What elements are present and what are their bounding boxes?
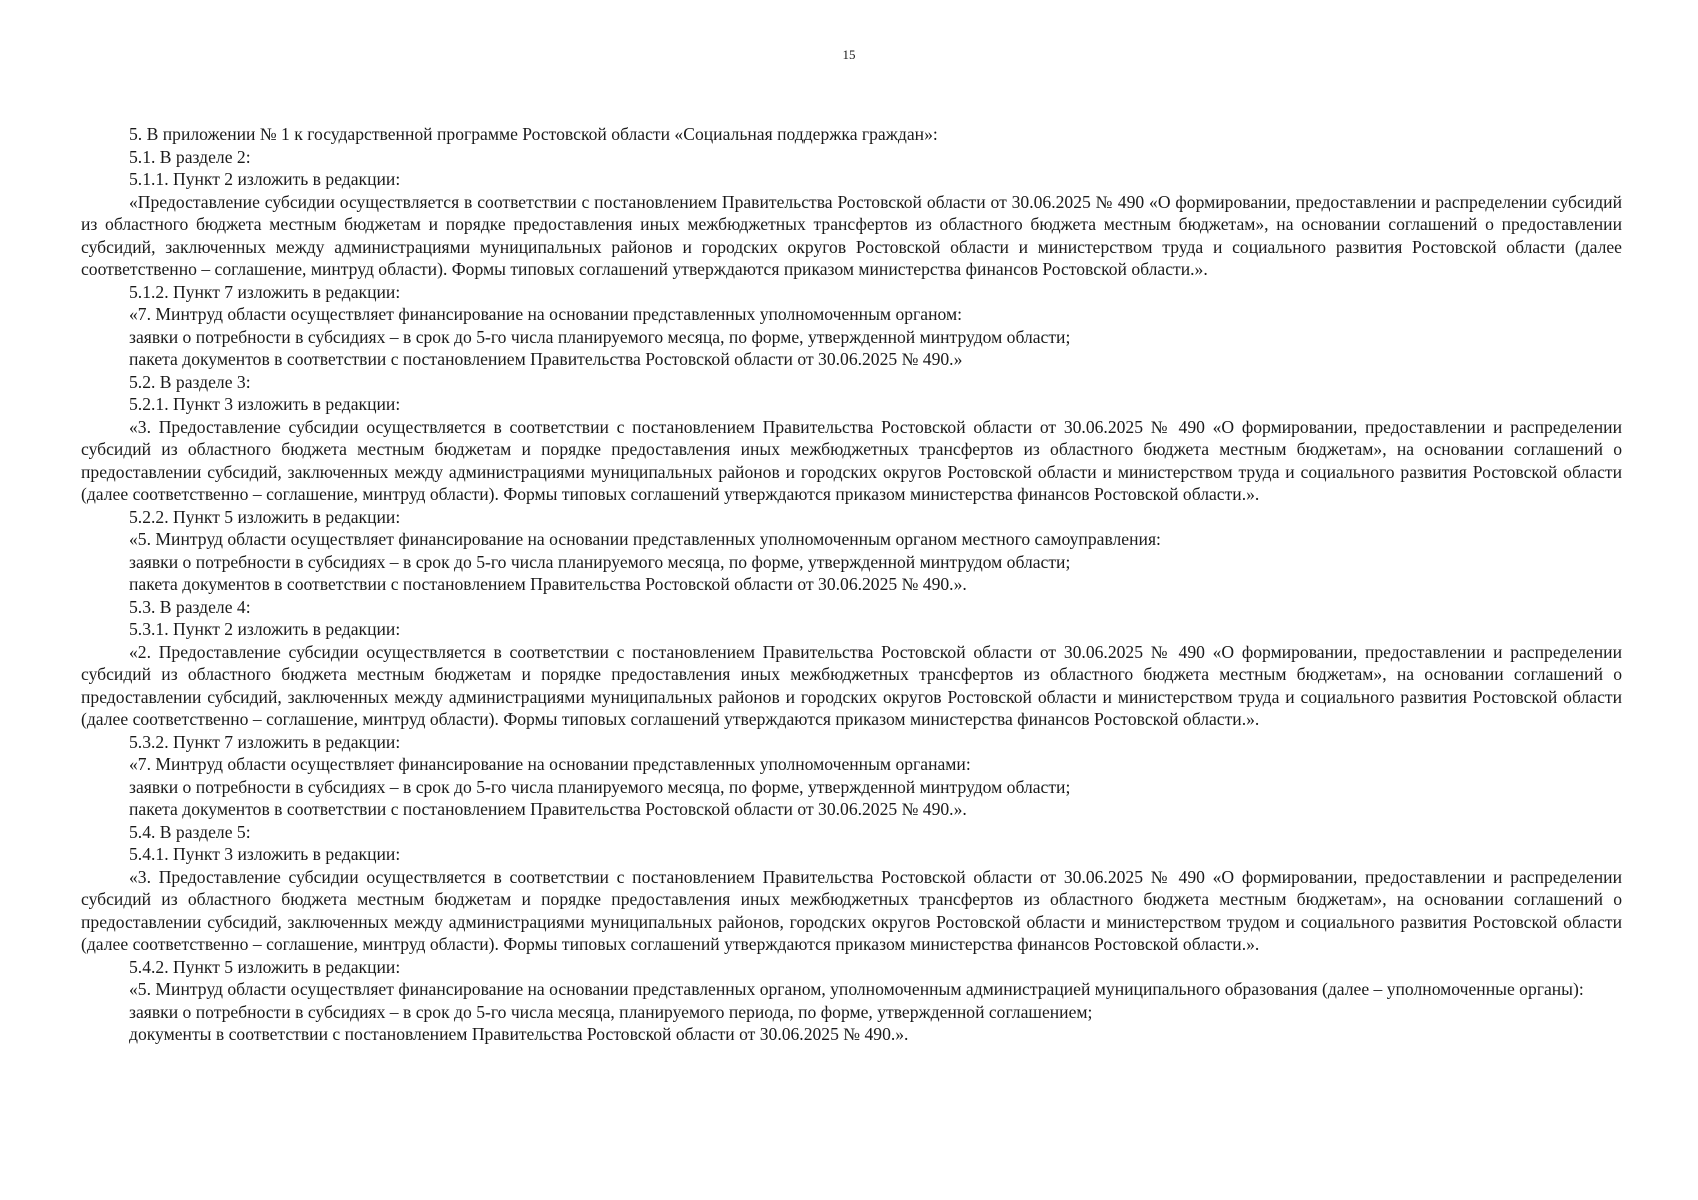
paragraph-5-3-2-documents: пакета документов в соответствии с постановлением Правительства Ростовской области от 30.06.2025 № 490.». xyxy=(129,799,967,819)
paragraph-5-1-2-requests: заявки о потребности в субсидиях – в срок до 5-го числа планируемого месяца, по форме, утвержденной минтрудом области; xyxy=(129,326,1071,347)
page-number: 15 xyxy=(842,47,856,62)
paragraph-amendment-intro: 5. В приложении № 1 к государственной программе Ростовской области «Социальная поддержка граждан»: xyxy=(129,124,938,144)
heading-section-5-3: 5.3. В разделе 4: xyxy=(129,596,251,617)
heading-section-5-2: 5.2. В разделе 3: xyxy=(129,371,251,392)
paragraph-5-2-1-text: «3. Предоставление субсидии осуществляется в соответствии с постановлением Правительства Ростовской области от 30.06.2025 № 490 «О формировании, предоставлении и распределении субсидий из областного бюджета местным бюджетам и порядке предоставления иных межбюджетных трансфертов из областного бюджета местным бюджетам», на основании соглашений о предоставлении субсидий, заключенных между администрациями муниципальных районов и городских округов Ростовской области и министерством труда и социального развития Ростовской области (далее соответственно – соглашение, минтруд области). Формы типовых соглашений утверждаются приказом министерства финансов Ростовской области.». xyxy=(81,416,1622,504)
heading-section-5-4: 5.4. В разделе 5: xyxy=(129,821,251,842)
heading-item-5-1-2: 5.1.2. Пункт 7 изложить в редакции: xyxy=(129,281,401,302)
paragraph-5-1-2-documents: пакета документов в соответствии с постановлением Правительства Ростовской области от 30.06.2025 № 490.» xyxy=(129,349,963,369)
paragraph-5-1-1-text: «Предоставление субсидии осуществляется в соответствии с постановлением Правительства Ростовской области от 30.06.2025 № 490 «О формировании, предоставлении и распределении субсидий из областного бюджета местным бюджетам и порядке предоставления иных межбюджетных трансфертов из областного бюджета местным бюджетам», на основании соглашений о предоставлении субсидий, заключенных между администрациями муниципальных районов и городских округов Ростовской области и министерством труда и социального развития Ростовской области (далее соответственно – соглашение, минтруд области). Формы типовых соглашений утверждаются приказом министерства финансов Ростовской области.». xyxy=(81,191,1622,279)
heading-item-5-4-1: 5.4.1. Пункт 3 изложить в редакции: xyxy=(129,844,401,864)
heading-section-5-1: 5.1. В разделе 2: xyxy=(129,146,251,167)
document-body xyxy=(81,123,1622,1046)
paragraph-5-2-2-text: «5. Минтруд области осуществляет финансирование на основании представленных уполномоченным органом местного самоуправления: xyxy=(129,529,1161,549)
paragraph-5-1-2-text: «7. Минтруд области осуществляет финансирование на основании представленных уполномоченным органом: xyxy=(129,304,962,324)
paragraph-5-4-2-text: «5. Минтруд области осуществляет финансирование на основании представленных органом, уполномоченным администрацией муниципального образования (далее – уполномоченные органы): xyxy=(129,979,1584,999)
heading-item-5-3-1: 5.3.1. Пункт 2 изложить в редакции: xyxy=(129,619,401,639)
paragraph-5-4-2-documents: документы в соответствии с постановлением Правительства Ростовской области от 30.06.2025 № 490.». xyxy=(129,1024,909,1044)
heading-item-5-3-2: 5.3.2. Пункт 7 изложить в редакции: xyxy=(129,731,401,752)
paragraph-5-2-2-requests: заявки о потребности в субсидиях – в срок до 5-го числа планируемого месяца, по форме, утвержденной минтрудом области; xyxy=(129,551,1071,572)
heading-item-5-4-2: 5.4.2. Пункт 5 изложить в редакции: xyxy=(129,956,401,977)
paragraph-5-2-2-documents: пакета документов в соответствии с постановлением Правительства Ростовской области от 30.06.2025 № 490.». xyxy=(129,574,967,594)
heading-item-5-1-1: 5.1.1. Пункт 2 изложить в редакции: xyxy=(129,169,401,189)
heading-item-5-2-2: 5.2.2. Пункт 5 изложить в редакции: xyxy=(129,506,401,527)
paragraph-5-3-2-requests: заявки о потребности в субсидиях – в срок до 5-го числа планируемого месяца, по форме, утвержденной минтрудом области; xyxy=(129,776,1071,797)
heading-item-5-2-1: 5.2.1. Пункт 3 изложить в редакции: xyxy=(129,394,401,414)
paragraph-5-3-2-text: «7. Минтруд области осуществляет финансирование на основании представленных уполномоченным органами: xyxy=(129,754,971,774)
paragraph-5-4-1-text: «3. Предоставление субсидии осуществляется в соответствии с постановлением Правительства Ростовской области от 30.06.2025 № 490 «О формировании, предоставлении и распределении субсидий из областного бюджета местным бюджетам и порядке предоставления иных межбюджетных трансфертов из областного бюджета местным бюджетам», на основании соглашений о предоставлении субсидий, заключенных между администрациями муниципальных районов, городских округов Ростовской области и министерством трудом и социального развития Ростовской области (далее соответственно – соглашение, минтруд области). Формы типовых соглашений утверждаются приказом министерства финансов Ростовской области.». xyxy=(81,866,1622,954)
paragraph-5-4-2-requests: заявки о потребности в субсидиях – в срок до 5-го числа месяца, планируемого периода, по форме, утвержденной соглашением; xyxy=(129,1001,1093,1022)
paragraph-5-3-1-text: «2. Предоставление субсидии осуществляется в соответствии с постановлением Правительства Ростовской области от 30.06.2025 № 490 «О формировании, предоставлении и распределении субсидий из областного бюджета местным бюджетам и порядке предоставления иных межбюджетных трансфертов из областного бюджета местным бюджетам», на основании соглашений о предоставлении субсидий, заключенных между администрациями муниципальных районов и городских округов Ростовской области и министерством труда и социального развития Ростовской области (далее соответственно – соглашение, минтруд области). Формы типовых соглашений утверждаются приказом министерства финансов Ростовской области.». xyxy=(81,641,1622,729)
